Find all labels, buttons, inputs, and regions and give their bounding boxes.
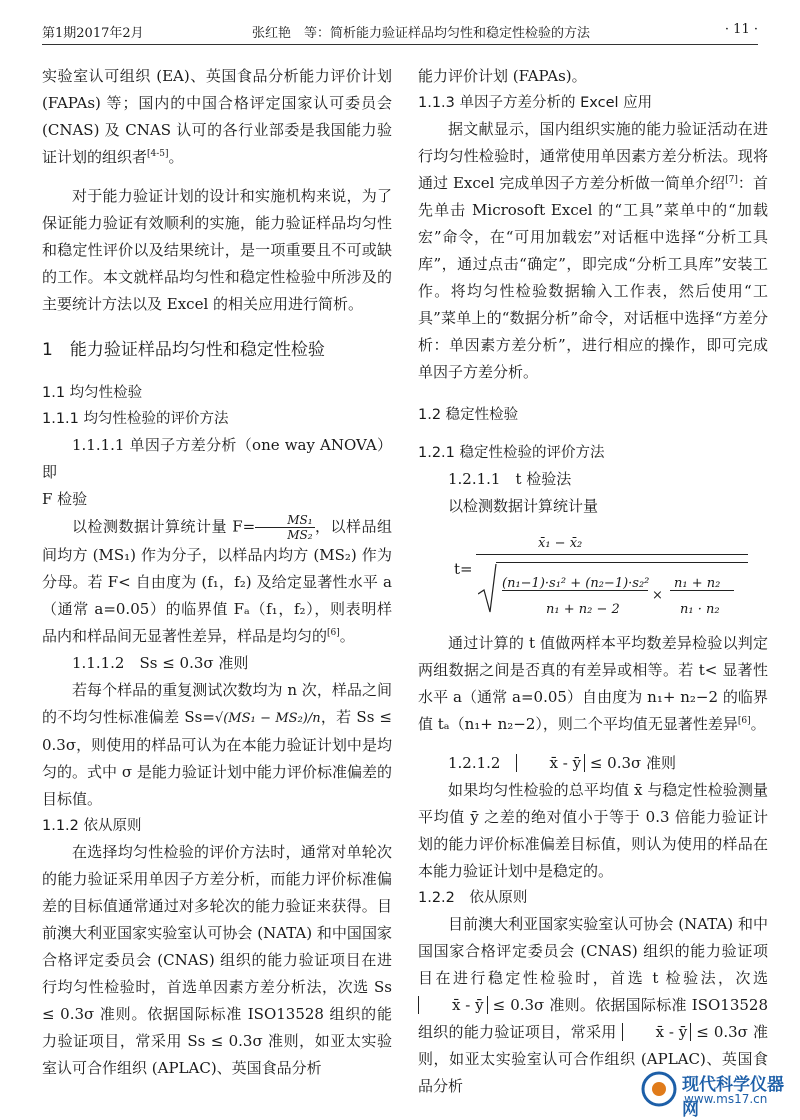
abs-difference: x̄ - ȳ — [418, 996, 488, 1014]
running-title: 张红艳 等：简析能力验证样品均匀性和稳定性检验的方法 — [252, 26, 591, 41]
right-column — [418, 63, 768, 1100]
abs-difference: x̄ - ȳ — [622, 1023, 692, 1041]
citation: [6] — [327, 628, 340, 638]
paragraph: 以检测数据计算统计量 F= $\frac{\text{MS₁}}{\text{MS₂}}$ ，以样品组间均方 (MS₁) 作为分子，以样品内均方 (MS₂) 作为分母。若 F< 自由度为 (f₁，f₂) 及给定显著性水平 a（通常 a=0.05）的临界值 Fₐ（f₁，f₂），则表明样品内和样品间无显著性差异，样品是均匀的[6]。 — [42, 513, 392, 645]
watermark-logo — [640, 1068, 790, 1120]
inner-fraction-bar — [502, 590, 648, 591]
citation: [6] — [737, 716, 751, 726]
paragraph: 目前澳大利亚国家实验室认可协会 (NATA) 和中国国家合格评定委员会 (CNAS) 组织的能力验证项目在进行稳定性检验时，首选 t 检验法，次选 x̄ - ȳ ≤ 0.3σ 准则。依据国际标准 ISO13528 组织的能力验证项目，常采用 x̄ - ȳ ≤ 0.3σ 准则，如亚太实验室认可合作组织 (APLAC)、英国食品分析 — [418, 915, 768, 1095]
watermark-url: www.ms17.cn — [684, 1092, 768, 1106]
left-column — [42, 63, 392, 1082]
ss-formula: √(MS₁ − MS₂)/n — [214, 711, 321, 726]
t-label: t= — [454, 560, 473, 578]
fraction-bar — [476, 554, 748, 555]
method-title: 1.2.1.1 t 检验法 — [448, 470, 572, 488]
paragraph: 在选择均匀性检验的评价方法时，通常对单轮次的能力验证采用单因子方差分析，而能力评价标准偏差的目标值通常通过对多轮次的能力验证来获得。目前澳大利亚国家实验室认可协会 (NATA) 和中国国家合格评定委员会 (CNAS) 组织的能力验证项目在进行均匀性检验时，首选单因素方差分析法，次选 Ss ≤ 0.3σ 准则。依据国际标准 ISO13528 组织的能力验证项目，常采用 Ss ≤ 0.3σ 准则，如亚太实验室认可合作组织 (APLAC)、英国食品分析 — [42, 843, 392, 1077]
subsubsection-heading: 1.1.2 依从原则 — [42, 818, 142, 834]
subsubsection-heading: 1.1.1 均匀性检验的评价方法 — [42, 411, 229, 427]
right-denominator: n₁ · n₂ — [680, 602, 720, 617]
paragraph: 若每个样品的重复测试次数均为 n 次，样品之间的不均匀性标准偏差 Ss=√(MS₁ − MS₂)/n，若 Ss ≤ 0.3σ，则使用的样品可认为在本能力验证计划中是均匀的。式中 σ 是能力验证计划中能力评价标准偏差的目标值。 — [42, 681, 392, 808]
method-title-cont: F 检验 — [42, 490, 88, 508]
citation: [7] — [725, 175, 738, 185]
t-numerator: x̄₁ − x̄₂ — [538, 536, 583, 551]
right-numerator: n₁ + n₂ — [674, 576, 721, 591]
paragraph: 通过计算的 t 值做两样本平均数差异检验以判定两组数据之间是否真的有差异或相等。若 t< 显著性水平 a（通常 a=0.05）自由度为 n₁+ n₂−2 的临界值 tₐ（n₁+ n₂−2），则二个平均值无显著性差异[6]。 — [418, 634, 768, 733]
inner-denominator: n₁ + n₂ − 2 — [546, 602, 620, 617]
subsubsection-heading: 1.2.2 依从原则 — [418, 890, 528, 906]
paragraph: 实验室认可组织 (EA)、英国食品分析能力评价计划 (FAPAs) 等；国内的中国合格评定国家认可委员会 (CNAS) 及 CNAS 认可的各行业部委是我国能力验证计划的组织者[4-5]。 — [42, 67, 392, 166]
citation: [4-5] — [147, 149, 169, 159]
paragraph: 能力评价计划 (FAPAs)。 — [418, 67, 587, 85]
paragraph: 对于能力验证计划的设计和实施机构来说，为了保证能力验证有效顺利的实施，能力验证样品均匀性和稳定性评价以及结果统计，是一项重要且不可或缺的工作。本文就样品均匀性和稳定性检验中所涉及的主要统计方法以及 Excel 的相关应用进行简析。 — [42, 187, 392, 313]
subsection-heading: 1.2 稳定性检验 — [418, 407, 519, 423]
subsection-heading: 1.1 均匀性检验 — [42, 385, 143, 401]
method-title: 1.1.1.1 单因子方差分析（one way ANOVA）即 — [42, 436, 392, 481]
method-title: 1.2.1.2 x̄ - ȳ ≤ 0.3σ 准则 — [448, 754, 677, 772]
page-number: · 11 · — [724, 22, 758, 37]
subsubsection-heading: 1.2.1 稳定性检验的评价方法 — [418, 445, 605, 461]
logo-icon — [640, 1070, 678, 1108]
method-title: 1.1.1.2 Ss ≤ 0.3σ 准则 — [72, 654, 249, 672]
inner-numerator: (n₁−1)·s₁² + (n₂−1)·s₂² — [502, 576, 650, 591]
section-heading: 1 能力验证样品均匀性和稳定性检验 — [42, 340, 325, 360]
radical-bar — [496, 562, 748, 563]
t-test-formula — [418, 526, 768, 622]
subsubsection-heading: 1.1.3 单因子方差分析的 Excel 应用 — [418, 95, 653, 111]
paragraph: 据文献显示，国内组织实施的能力验证活动在进行均匀性检验时，通常使用单因素方差分析法。现将通过 Excel 完成单因子方差分析做一简单介绍[7]：首先单击 Microsoft Excel 的“工具”菜单中的“加载宏”命令，在“可用加载宏”对话框中选择“分析工具库”，通过点击“确定”，即完成“分析工具库”安装工作。将均匀性检验数据输入工作表，然后使用“工具”菜单上的“数据分析”命令，对话框中选择“方差分析：单因素方差分析”，进行相应的操作，即可完成单因子方差分析。 — [418, 120, 768, 381]
f-fraction: $\frac{\text{MS₁}}{\text{MS₂}}$ — [255, 513, 314, 542]
page-header — [42, 10, 758, 45]
paragraph: 如果均匀性检验的总平均值 x̄ 与稳定性检验测量平均值 ȳ 之差的绝对值小于等于 0.3 倍能力验证计划的能力评价标准偏差目标值，则认为使用的样品在本能力验证计划中是稳定的。 — [418, 781, 768, 880]
method-subtitle: 以检测数据计算统计量 — [448, 497, 599, 515]
abs-difference: x̄ - ȳ — [516, 754, 586, 772]
journal-issue: 第1期2017年2月 — [42, 26, 144, 41]
watermark-name: 现代科学仪器网 — [682, 1075, 784, 1120]
right-fraction-bar — [670, 590, 734, 591]
times-sign: × — [652, 588, 663, 603]
